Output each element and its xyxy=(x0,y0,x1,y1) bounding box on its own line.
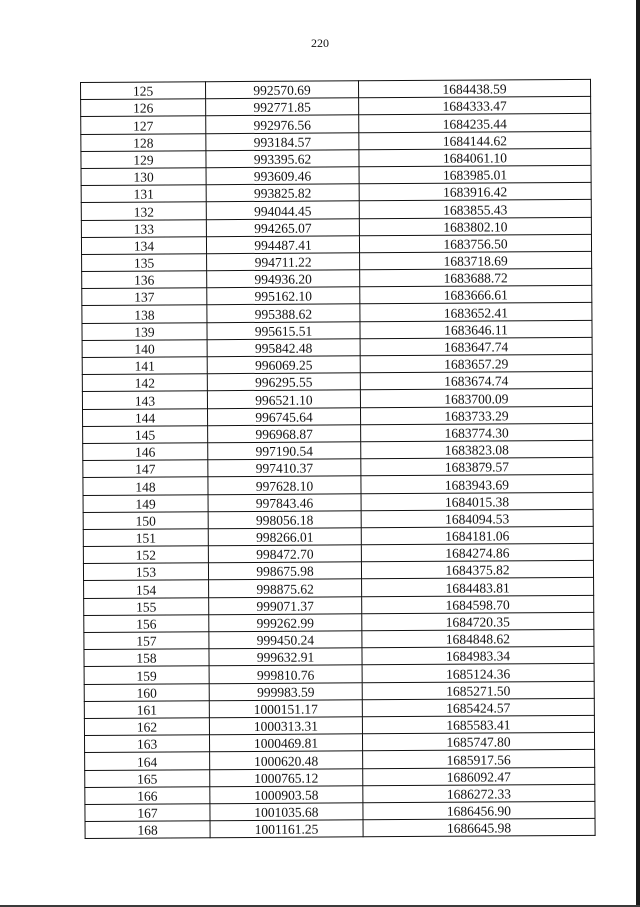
point-number-cell: 146 xyxy=(83,443,208,461)
point-number-cell: 150 xyxy=(83,511,208,529)
point-number-cell: 155 xyxy=(84,597,209,615)
point-number-cell: 143 xyxy=(82,391,207,409)
x-coordinate-cell: 992771.85 xyxy=(206,98,359,116)
y-coordinate-cell: 1686456.90 xyxy=(363,801,595,820)
y-coordinate-cell: 1686645.98 xyxy=(363,818,595,837)
y-coordinate-cell: 1685271.50 xyxy=(362,681,594,700)
point-number-cell: 142 xyxy=(82,374,207,392)
x-coordinate-cell: 993609.46 xyxy=(206,167,359,185)
x-coordinate-cell: 993825.82 xyxy=(206,184,359,202)
y-coordinate-cell: 1686092.47 xyxy=(363,767,595,786)
y-coordinate-cell: 1684015.38 xyxy=(361,492,593,511)
x-coordinate-cell: 995842.48 xyxy=(207,339,360,357)
coordinate-table-body xyxy=(81,79,596,838)
point-number-cell: 137 xyxy=(82,288,207,306)
point-number-cell: 159 xyxy=(84,666,209,684)
y-coordinate-cell: 1683985.01 xyxy=(359,165,591,184)
point-number-cell: 145 xyxy=(83,425,208,443)
x-coordinate-cell: 995615.51 xyxy=(207,321,360,339)
x-coordinate-cell: 1000620.48 xyxy=(210,751,363,769)
point-number-cell: 151 xyxy=(83,529,208,547)
coordinate-table xyxy=(80,79,596,839)
y-coordinate-cell: 1684438.59 xyxy=(358,79,590,98)
point-number-cell: 128 xyxy=(81,133,206,151)
y-coordinate-cell: 1683657.29 xyxy=(360,354,592,373)
x-coordinate-cell: 994265.07 xyxy=(206,218,359,236)
x-coordinate-cell: 993395.62 xyxy=(206,150,359,168)
x-coordinate-cell: 1000903.58 xyxy=(210,785,363,803)
point-number-cell: 161 xyxy=(84,700,209,718)
y-coordinate-cell: 1683802.10 xyxy=(359,217,591,236)
point-number-cell: 165 xyxy=(85,769,210,787)
scan-border-right xyxy=(636,0,640,907)
y-coordinate-cell: 1683823.08 xyxy=(361,440,593,459)
point-number-cell: 157 xyxy=(84,632,209,650)
y-coordinate-cell: 1685424.57 xyxy=(362,698,594,717)
x-coordinate-cell: 994711.22 xyxy=(207,253,360,271)
point-number-cell: 156 xyxy=(84,615,209,633)
point-number-cell: 148 xyxy=(83,477,208,495)
y-coordinate-cell: 1683646.11 xyxy=(360,320,592,339)
table-row xyxy=(85,818,595,838)
x-coordinate-cell: 998056.18 xyxy=(208,510,361,528)
y-coordinate-cell: 1684375.82 xyxy=(361,561,593,580)
point-number-cell: 158 xyxy=(84,649,209,667)
x-coordinate-cell: 993184.57 xyxy=(206,132,359,150)
y-coordinate-cell: 1683855.43 xyxy=(359,200,591,219)
coordinate-table-container xyxy=(80,79,595,839)
y-coordinate-cell: 1684061.10 xyxy=(359,148,591,167)
x-coordinate-cell: 999810.76 xyxy=(209,665,362,683)
point-number-cell: 125 xyxy=(81,82,206,100)
point-number-cell: 132 xyxy=(81,202,206,220)
x-coordinate-cell: 997843.46 xyxy=(208,493,361,511)
point-number-cell: 152 xyxy=(83,546,208,564)
point-number-cell: 140 xyxy=(82,340,207,358)
x-coordinate-cell: 999632.91 xyxy=(209,648,362,666)
y-coordinate-cell: 1684235.44 xyxy=(359,114,591,133)
y-coordinate-cell: 1684181.06 xyxy=(361,526,593,545)
point-number-cell: 127 xyxy=(81,116,206,134)
y-coordinate-cell: 1684274.86 xyxy=(361,543,593,562)
x-coordinate-cell: 1000313.31 xyxy=(209,717,362,735)
point-number-cell: 147 xyxy=(83,460,208,478)
y-coordinate-cell: 1684598.70 xyxy=(362,595,594,614)
point-number-cell: 126 xyxy=(81,99,206,117)
point-number-cell: 167 xyxy=(85,804,210,822)
point-number-cell: 135 xyxy=(82,254,207,272)
point-number-cell: 141 xyxy=(82,357,207,375)
x-coordinate-cell: 994936.20 xyxy=(207,270,360,288)
point-number-cell: 138 xyxy=(82,305,207,323)
y-coordinate-cell: 1683879.57 xyxy=(361,457,593,476)
x-coordinate-cell: 995388.62 xyxy=(207,304,360,322)
y-coordinate-cell: 1685917.56 xyxy=(363,750,595,769)
y-coordinate-cell: 1684848.62 xyxy=(362,629,594,648)
point-number-cell: 153 xyxy=(83,563,208,581)
point-number-cell: 129 xyxy=(81,150,206,168)
y-coordinate-cell: 1683718.69 xyxy=(360,251,592,270)
x-coordinate-cell: 996295.55 xyxy=(207,373,360,391)
x-coordinate-cell: 997628.10 xyxy=(208,476,361,494)
y-coordinate-cell: 1683688.72 xyxy=(360,268,592,287)
x-coordinate-cell: 999450.24 xyxy=(209,631,362,649)
y-coordinate-cell: 1685124.36 xyxy=(362,664,594,683)
y-coordinate-cell: 1684983.34 xyxy=(362,647,594,666)
x-coordinate-cell: 1000469.81 xyxy=(209,734,362,752)
y-coordinate-cell: 1683674.74 xyxy=(360,372,592,391)
point-number-cell: 134 xyxy=(81,236,206,254)
y-coordinate-cell: 1685747.80 xyxy=(362,732,594,751)
y-coordinate-cell: 1684144.62 xyxy=(359,131,591,150)
x-coordinate-cell: 1001161.25 xyxy=(210,820,363,838)
point-number-cell: 163 xyxy=(84,735,209,753)
x-coordinate-cell: 998675.98 xyxy=(208,562,361,580)
x-coordinate-cell: 996521.10 xyxy=(207,390,360,408)
point-number-cell: 160 xyxy=(84,683,209,701)
y-coordinate-cell: 1684720.35 xyxy=(362,612,594,631)
y-coordinate-cell: 1683700.09 xyxy=(360,389,592,408)
x-coordinate-cell: 998472.70 xyxy=(208,545,361,563)
y-coordinate-cell: 1683756.50 xyxy=(359,234,591,253)
x-coordinate-cell: 994487.41 xyxy=(206,235,359,253)
y-coordinate-cell: 1683774.30 xyxy=(361,423,593,442)
y-coordinate-cell: 1683647.74 xyxy=(360,337,592,356)
point-number-cell: 130 xyxy=(81,168,206,186)
point-number-cell: 154 xyxy=(84,580,209,598)
x-coordinate-cell: 992570.69 xyxy=(206,81,359,99)
point-number-cell: 166 xyxy=(85,786,210,804)
y-coordinate-cell: 1684483.81 xyxy=(362,578,594,597)
y-coordinate-cell: 1684333.47 xyxy=(359,97,591,116)
y-coordinate-cell: 1683652.41 xyxy=(360,303,592,322)
y-coordinate-cell: 1683916.42 xyxy=(359,183,591,202)
x-coordinate-cell: 998266.01 xyxy=(208,528,361,546)
x-coordinate-cell: 998875.62 xyxy=(209,579,362,597)
x-coordinate-cell: 999262.99 xyxy=(209,614,362,632)
y-coordinate-cell: 1683666.61 xyxy=(360,286,592,305)
x-coordinate-cell: 997190.54 xyxy=(208,442,361,460)
y-coordinate-cell: 1683733.29 xyxy=(360,406,592,425)
x-coordinate-cell: 995162.10 xyxy=(207,287,360,305)
point-number-cell: 133 xyxy=(81,219,206,237)
y-coordinate-cell: 1686272.33 xyxy=(363,784,595,803)
point-number-cell: 144 xyxy=(82,408,207,426)
x-coordinate-cell: 999071.37 xyxy=(209,596,362,614)
point-number-cell: 168 xyxy=(85,821,210,839)
x-coordinate-cell: 996745.64 xyxy=(207,407,360,425)
x-coordinate-cell: 1000151.17 xyxy=(209,700,362,718)
y-coordinate-cell: 1685583.41 xyxy=(362,715,594,734)
x-coordinate-cell: 994044.45 xyxy=(206,201,359,219)
x-coordinate-cell: 996968.87 xyxy=(208,425,361,443)
point-number-cell: 139 xyxy=(82,322,207,340)
point-number-cell: 162 xyxy=(84,718,209,736)
x-coordinate-cell: 992976.56 xyxy=(206,115,359,133)
x-coordinate-cell: 997410.37 xyxy=(208,459,361,477)
page-number: 220 xyxy=(311,36,329,50)
y-coordinate-cell: 1684094.53 xyxy=(361,509,593,528)
point-number-cell: 164 xyxy=(85,752,210,770)
x-coordinate-cell: 1001035.68 xyxy=(210,803,363,821)
x-coordinate-cell: 996069.25 xyxy=(207,356,360,374)
y-coordinate-cell: 1683943.69 xyxy=(361,475,593,494)
point-number-cell: 131 xyxy=(81,185,206,203)
point-number-cell: 149 xyxy=(83,494,208,512)
x-coordinate-cell: 1000765.12 xyxy=(210,768,363,786)
point-number-cell: 136 xyxy=(82,271,207,289)
x-coordinate-cell: 999983.59 xyxy=(209,682,362,700)
